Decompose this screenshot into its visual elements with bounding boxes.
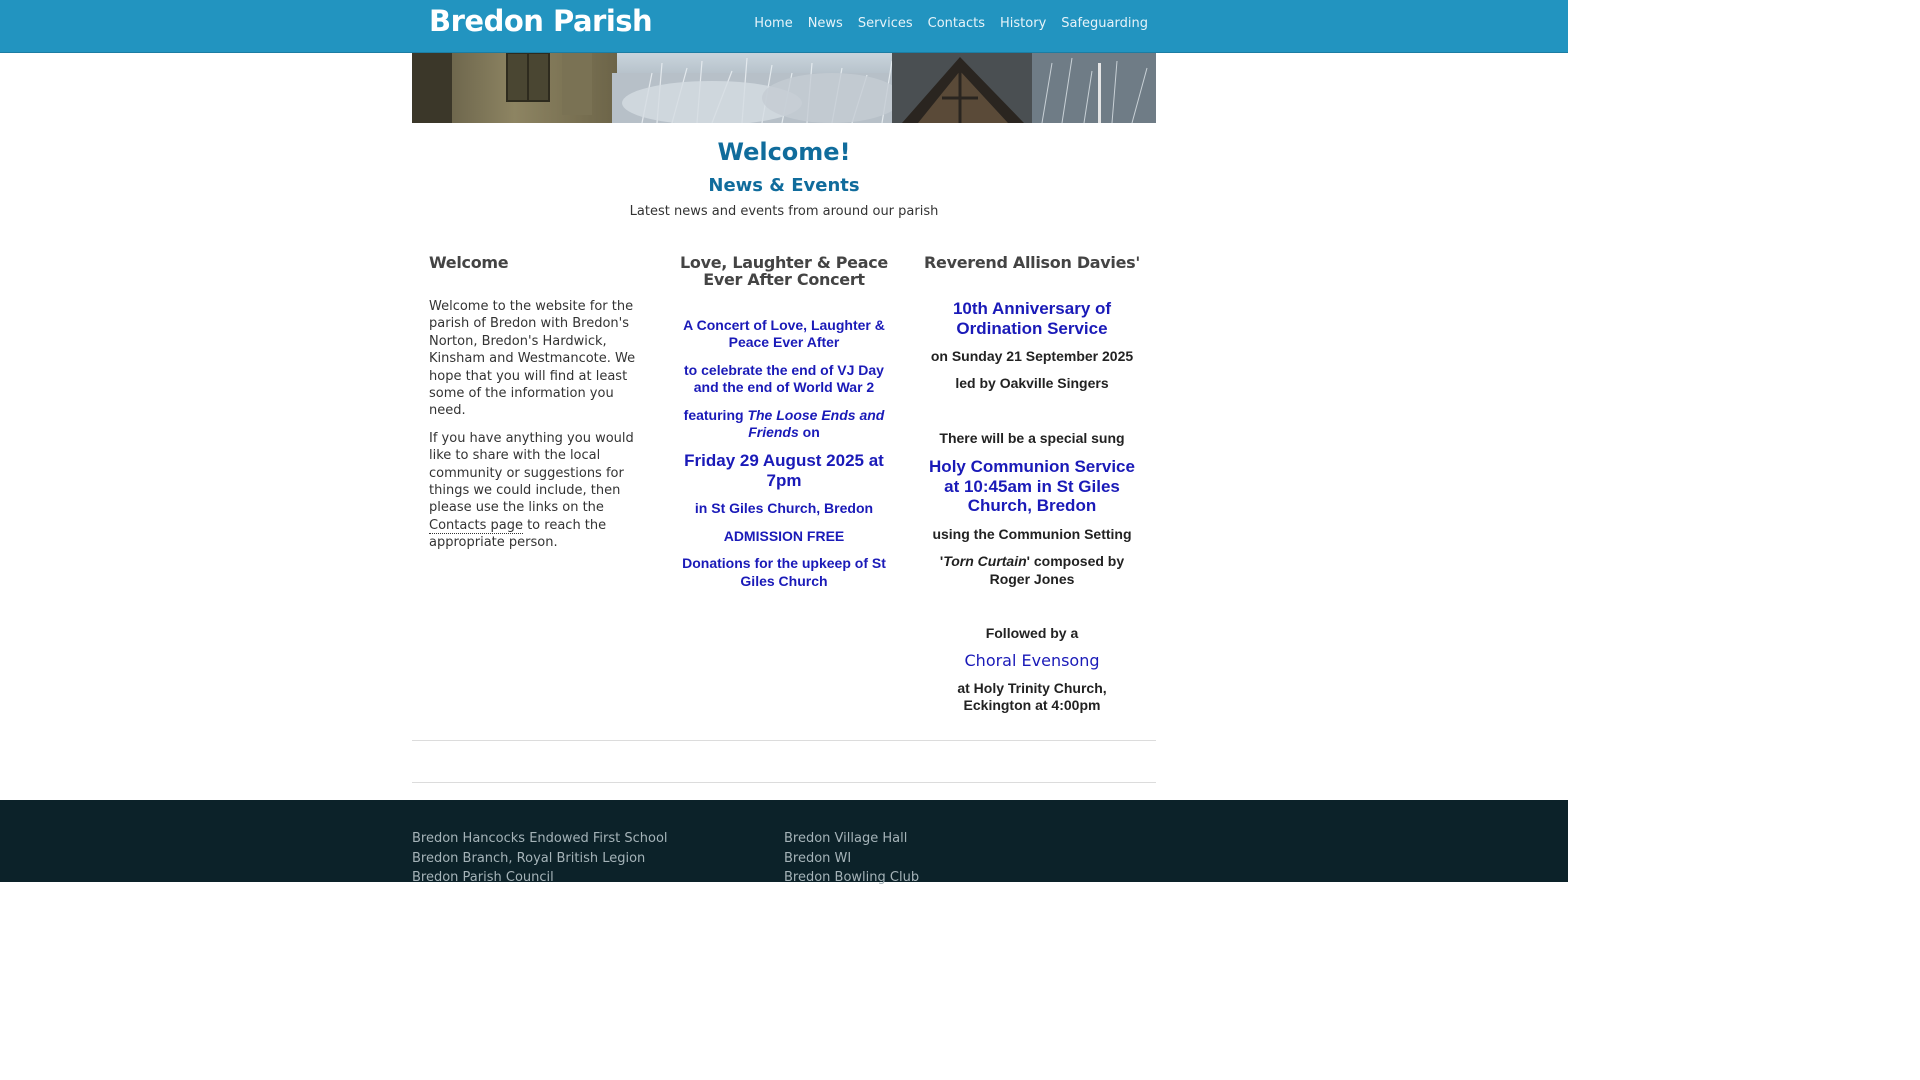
setting-name: Torn Curtain bbox=[943, 553, 1027, 570]
evensong-location: at Holy Trinity Church, Eckington at 4:00pm bbox=[957, 679, 1107, 714]
reverend-title: Reverend Allison Davies' bbox=[924, 253, 1140, 272]
nav-services[interactable]: Services bbox=[857, 16, 913, 31]
followed-by: Followed by a bbox=[985, 624, 1079, 641]
welcome-title: Welcome bbox=[429, 253, 509, 272]
site-footer bbox=[0, 800, 1568, 885]
contacts-page-link[interactable]: Contacts page bbox=[429, 517, 523, 533]
communion-setting: using the Communion Setting bbox=[932, 525, 1132, 542]
contact-paragraph bbox=[429, 430, 643, 552]
welcome-paragraph: Welcome to the website for the parish of Bredon with Bredon's Norton, Bredon's Hardwick, Kinsham and Westmancote. We hope that you will find at least some of the information you need. bbox=[429, 299, 636, 419]
footer-links-left bbox=[412, 829, 668, 888]
nav-home[interactable]: Home bbox=[754, 16, 793, 31]
page-title: Welcome! bbox=[717, 138, 851, 166]
footer-link[interactable]: Bredon Bowling Club bbox=[784, 870, 920, 885]
footer-link[interactable]: Bredon Branch, Royal British Legion bbox=[412, 850, 646, 866]
divider bbox=[412, 782, 1156, 783]
reverend-column bbox=[924, 254, 1140, 725]
concert-donations: Donations for the upkeep of St Giles Church bbox=[682, 555, 886, 589]
banner-image bbox=[412, 53, 1156, 123]
anniversary-date: on Sunday 21 September 2025 bbox=[930, 348, 1134, 364]
concert-line: A Concert of Love, Laughter & Peace Ever After bbox=[683, 317, 885, 351]
concert-venue: in St Giles Church, Bredon bbox=[694, 500, 874, 517]
footer-links-right bbox=[784, 829, 919, 888]
welcome-column bbox=[429, 254, 643, 562]
section-title: News & Events bbox=[708, 175, 860, 196]
section-subtitle: Latest news and events from around our parish bbox=[629, 204, 939, 219]
featuring-suffix: on bbox=[798, 424, 820, 441]
anniversary-singers: led by Oakville Singers bbox=[955, 375, 1109, 392]
performer-name: The Loose Ends and Friends bbox=[747, 406, 885, 441]
footer-link[interactable]: Bredon Parish Council bbox=[412, 870, 554, 885]
evensong-heading: Choral Evensong bbox=[964, 651, 1100, 671]
communion-heading: Holy Communion Service at 10:45am in St Giles Church, Bredon bbox=[929, 457, 1135, 516]
footer-link[interactable]: Bredon Hancocks Endowed First School bbox=[412, 831, 668, 846]
anniversary-heading: 10th Anniversary of Ordination Service bbox=[952, 299, 1112, 338]
site-title[interactable]: Bredon Parish bbox=[429, 4, 653, 38]
concert-admission: ADMISSION FREE bbox=[723, 527, 845, 544]
quote-open: ' bbox=[939, 553, 944, 570]
nav-contacts[interactable]: Contacts bbox=[927, 16, 986, 31]
concert-date: Friday 29 August 2025 at 7pm bbox=[684, 451, 884, 490]
special-sung: There will be a special sung bbox=[939, 429, 1125, 446]
featuring-prefix: featuring bbox=[683, 406, 748, 423]
concert-title: Love, Laughter & Peace Ever After Concert bbox=[680, 253, 888, 289]
contact-text-before: If you have anything you would like to share with the local community or suggestions for things we could include, then please use the links on the bbox=[429, 430, 634, 516]
composer-line bbox=[924, 553, 1140, 588]
nav-news[interactable]: News bbox=[807, 16, 843, 31]
concert-line: to celebrate the end of VJ Day and the end of World War 2 bbox=[684, 361, 884, 396]
footer-link[interactable]: Bredon WI bbox=[784, 850, 852, 866]
divider bbox=[412, 740, 1156, 741]
nav-safeguarding[interactable]: Safeguarding bbox=[1061, 16, 1148, 31]
composer-text: ' composed by Roger Jones bbox=[989, 553, 1125, 587]
contact-text-after: to reach the appropriate person. bbox=[429, 517, 607, 551]
site-header bbox=[0, 0, 1568, 53]
main-nav bbox=[754, 16, 1148, 31]
concert-column bbox=[676, 254, 892, 600]
concert-featuring bbox=[676, 407, 892, 442]
footer-link[interactable]: Bredon Village Hall bbox=[784, 831, 908, 846]
nav-history[interactable]: History bbox=[1000, 16, 1047, 31]
